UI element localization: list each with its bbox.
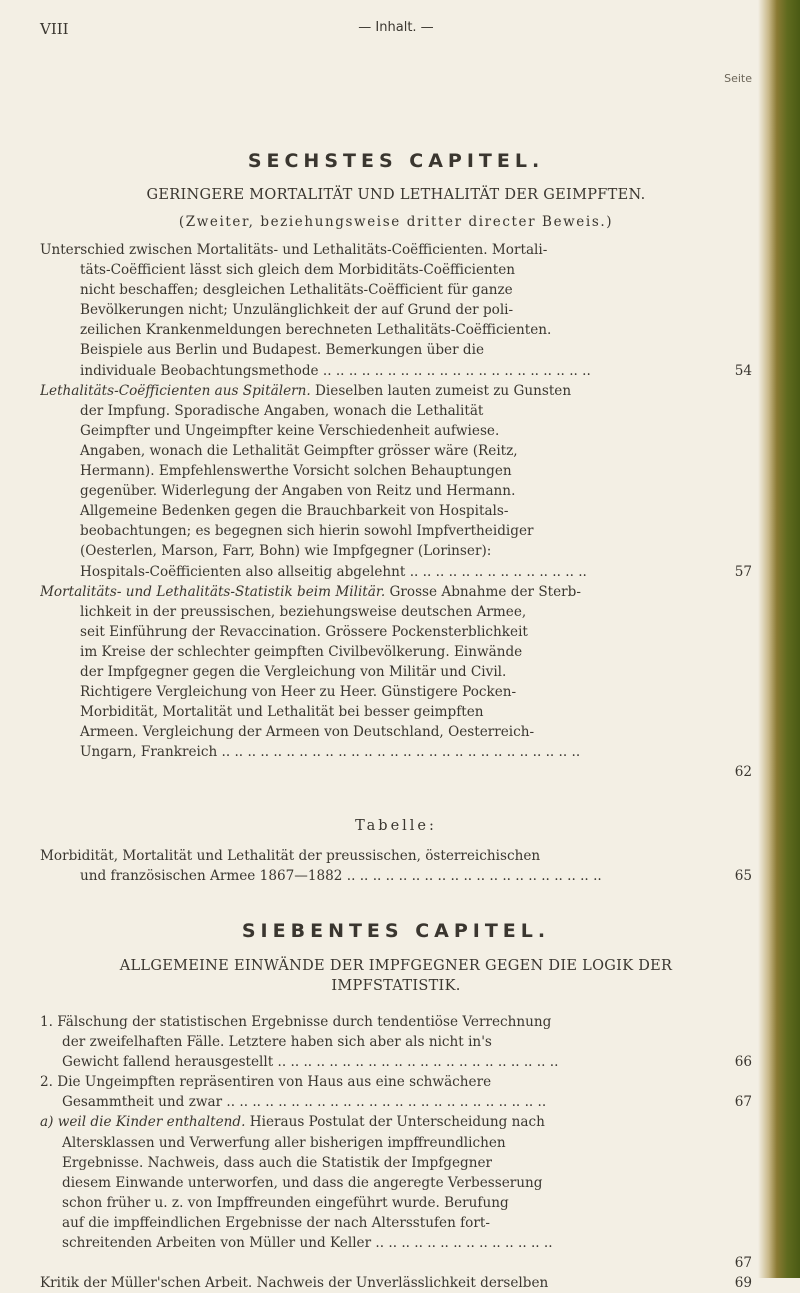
toc-line: Unterschied zwischen Mortalitäts- und Lethalitäts-Coëfficienten. Mortali- <box>40 242 548 258</box>
toc-entry-title: Mortalitäts- und Lethalitäts-Statistik beim Militär. <box>40 583 386 600</box>
chapter-6-heading: SECHSTES CAPITEL. <box>247 150 545 172</box>
tabelle-entry <box>40 846 752 886</box>
chapter-6-contents <box>40 240 752 783</box>
page-edge <box>758 0 800 1278</box>
chapter-6-title: GERINGERE MORTALITÄT UND LETHALITÄT DER GEIMPFTEN. <box>146 187 646 203</box>
toc-line: seit Einführung der Revaccination. Grössere Pockensterblichkeit <box>80 623 528 640</box>
chapter-7-heading: SIEBENTES CAPITEL. <box>241 920 551 942</box>
toc-line: Bevölkerungen nicht; Unzulänglichkeit der auf Grund der poli- <box>80 302 514 319</box>
toc-line: 1. Fälschung der statistischen Ergebnisse durch tendentiöse Verrechnung <box>40 1014 552 1030</box>
toc-line: diesem Einwande unterworfen, und dass die angeregte Verbesserung <box>62 1174 543 1191</box>
toc-line: schreitenden Arbeiten von Müller und Keller .. .. .. .. .. .. .. .. .. .. .. .. .. .. <box>62 1235 553 1252</box>
toc-line: auf die impffeindlichen Ergebnisse der nach Altersstufen fort- <box>62 1214 490 1231</box>
toc-line: Ungarn, Frankreich .. .. .. .. .. .. .. .. .. .. .. .. .. .. .. .. .. .. .. .. .. .. .. .. .. .. .. .. <box>80 744 581 761</box>
chapter-7-contents <box>40 1012 752 1293</box>
toc-line: schon früher u. z. von Impffreunden eingeführt wurde. Berufung <box>62 1194 509 1211</box>
toc-line: Altersklassen und Verwerfung aller bisherigen impffreundlichen <box>62 1134 506 1151</box>
chapter-6-subtitle: (Zweiter, beziehungsweise dritter directer Beweis.) <box>178 214 614 230</box>
chapter-7-title-line-1: ALLGEMEINE EINWÄNDE DER IMPFGEGNER GEGEN DIE LOGIK DER <box>119 958 673 974</box>
toc-page-number: 69 <box>731 1273 752 1293</box>
header-title: — Inhalt. — <box>358 20 434 35</box>
running-header <box>40 20 752 42</box>
toc-line: gegenüber. Widerlegung der Angaben von Reitz und Hermann. <box>80 483 516 500</box>
toc-line: Morbidität, Mortalität und Lethalität bei besser geimpften <box>80 704 484 721</box>
toc-line: 2. Die Ungeimpften repräsentiren von Haus aus eine schwächere <box>40 1074 492 1091</box>
toc-line: und französischen Armee 1867—1882 .. .. .. .. .. .. .. .. .. .. .. .. .. .. .. .. .. .. .. .. <box>80 868 602 885</box>
toc-line: Gesammtheit und zwar .. .. .. .. .. .. .. .. .. .. .. .. .. .. .. .. .. .. .. .. .. .. .. .. .. <box>62 1094 547 1111</box>
toc-line: zeilichen Krankenmeldungen berechneten Lethalitäts-Coëfficienten. <box>80 322 552 339</box>
toc-line: Hospitals-Coëfficienten also allseitig abgelehnt .. .. .. .. .. .. .. .. .. .. .. .. .. .. <box>80 563 587 580</box>
toc-line: der zweifelhaften Fälle. Letztere haben sich aber als nicht in's <box>62 1034 492 1051</box>
toc-line: beobachtungen; es begegnen sich hierin sowohl Impfvertheidiger <box>80 523 534 540</box>
toc-line: täts-Coëfficient lässt sich gleich dem Morbiditäts-Coëfficienten <box>80 262 516 279</box>
page-number: VIII <box>40 20 69 38</box>
toc-line: Allgemeine Bedenken gegen die Brauchbarkeit von Hospitals- <box>80 503 509 520</box>
toc-line: Armeen. Vergleichung der Armeen von Deutschland, Oesterreich- <box>80 724 535 741</box>
toc-page-number: 62 <box>731 762 752 782</box>
toc-line: (Oesterlen, Marson, Farr, Bohn) wie Impfgegner (Lorinser): <box>80 543 492 560</box>
toc-line: Grosse Abnahme der Sterb- <box>389 583 581 600</box>
toc-line: im Kreise der schlechter geimpften Civilbevölkerung. Einwände <box>80 643 523 660</box>
seite-label: Seite <box>724 72 752 85</box>
toc-line: nicht beschaffen; desgleichen Lethalitäts-Coëfficient für ganze <box>80 282 513 299</box>
toc-line: Beispiele aus Berlin und Budapest. Bemerkungen über die <box>80 342 484 359</box>
toc-line: der Impfgegner gegen die Vergleichung von Militär und Civil. <box>80 663 507 680</box>
toc-line: Gewicht fallend herausgestellt .. .. .. .. .. .. .. .. .. .. .. .. .. .. .. .. .. .. .. .. .. .. <box>62 1054 559 1071</box>
toc-line: Geimpfter und Ungeimpfter keine Verschiedenheit aufwiese. <box>80 422 500 439</box>
tabelle-heading: Tabelle: <box>355 818 437 834</box>
toc-line: Hieraus Postulat der Unterscheidung nach <box>249 1114 545 1131</box>
toc-line: Dieselben lauten zumeist zu Gunsten <box>315 382 572 399</box>
toc-page-number: 66 <box>731 1052 752 1072</box>
chapter-7-title-line-2: IMPFSTATISTIK. <box>331 978 461 994</box>
toc-line: individuale Beobachtungsmethode .. .. .. .. .. .. .. .. .. .. .. .. .. .. .. .. .. .. .. .. .. <box>80 362 591 379</box>
toc-entry-title: Lethalitäts-Coëfficienten aus Spitälern. <box>40 382 311 399</box>
toc-line: Richtigere Vergleichung von Heer zu Heer. Günstigere Pocken- <box>80 684 517 701</box>
toc-line: lichkeit in der preussischen, beziehungsweise deutschen Armee, <box>80 603 527 620</box>
toc-line: Morbidität, Mortalität und Lethalität der preussischen, österreichischen <box>40 848 541 864</box>
toc-page-number: 67 <box>731 1253 752 1273</box>
toc-line: Hermann). Empfehlenswerthe Vorsicht solchen Behauptungen <box>80 463 512 480</box>
toc-line: der Impfung. Sporadische Angaben, wonach die Lethalität <box>80 402 484 419</box>
toc-entry-title: a) weil die Kinder enthaltend. <box>40 1114 246 1131</box>
toc-page-number: 67 <box>731 1092 752 1112</box>
toc-page-number: 65 <box>731 866 752 886</box>
toc-line: Ergebnisse. Nachweis, dass auch die Statistik der Impfgegner <box>62 1154 493 1171</box>
toc-page-number: 57 <box>731 562 752 582</box>
toc-line: Angaben, wonach die Lethalität Geimpfter grösser wäre (Reitz, <box>80 442 518 459</box>
toc-line: Kritik der Müller'schen Arbeit. Nachweis der Unverlässlichkeit derselben <box>40 1275 549 1292</box>
toc-page-number: 54 <box>731 361 752 381</box>
